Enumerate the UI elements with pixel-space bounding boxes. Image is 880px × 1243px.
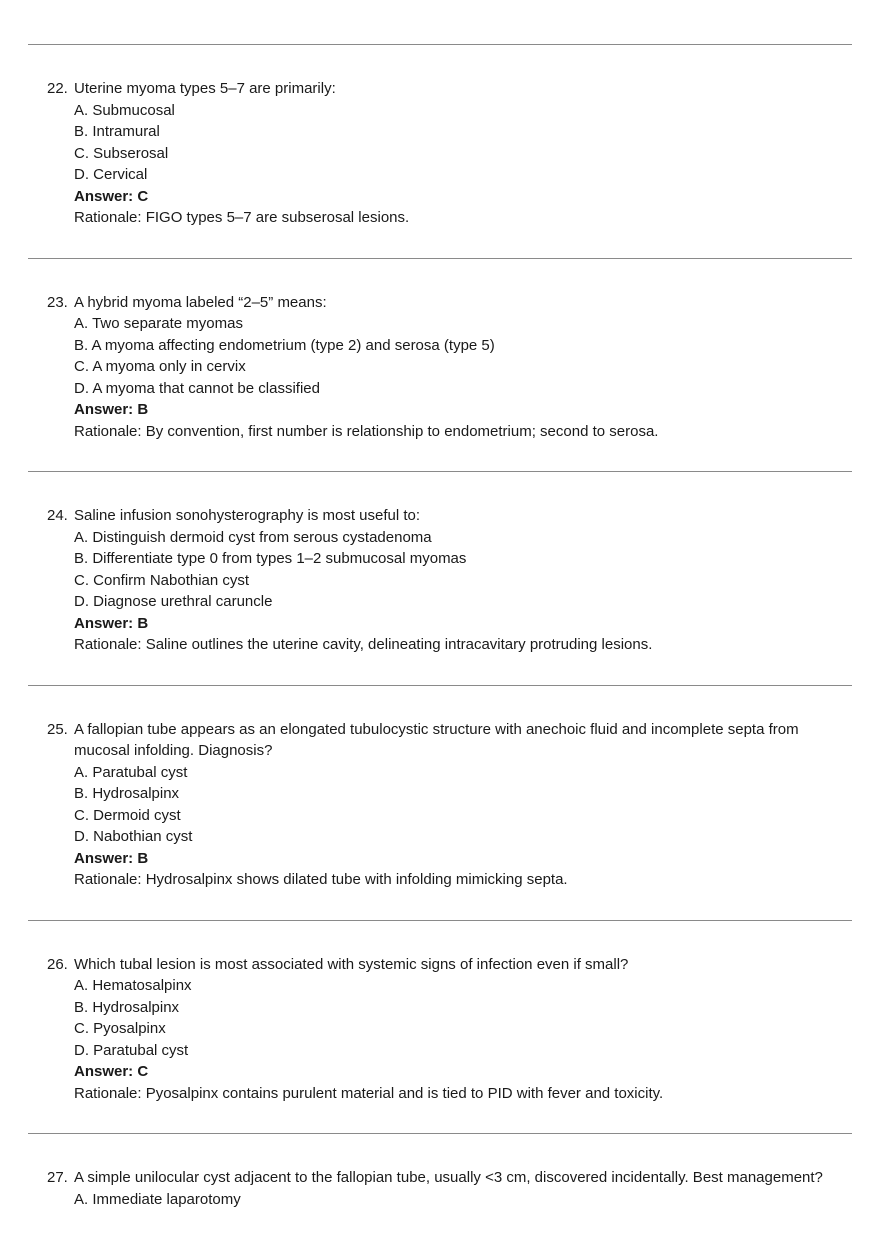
option-a: A. Distinguish dermoid cyst from serous cystadenoma	[74, 528, 432, 546]
option-b: B. A myoma affecting endometrium (type 2) and serosa (type 5)	[74, 336, 495, 354]
rationale-line: Rationale: Pyosalpinx contains purulent material and is tied to PID with fever and toxicity.	[74, 1084, 664, 1102]
option-c: C. Pyosalpinx	[74, 1020, 166, 1037]
question-number: 24.	[47, 507, 68, 524]
answer-line: Answer: C	[74, 1063, 149, 1080]
option-a: A. Two separate myomas	[74, 315, 243, 332]
option-c: C. Dermoid cyst	[74, 806, 181, 824]
rationale-line: Rationale: FIGO types 5–7 are subserosal lesions.	[74, 209, 410, 226]
question-text: Which tubal lesion is most associated with systemic signs of infection even if small?	[74, 955, 629, 973]
option-d: D. Paratubal cyst	[74, 1041, 189, 1059]
question-number: 26.	[47, 955, 68, 973]
question-text: A simple unilocular cyst adjacent to the fallopian tube, usually <3 cm, discovered incidentally. Best management?	[74, 1169, 823, 1186]
option-a: A. Submucosal	[74, 101, 175, 119]
option-b: B. Differentiate type 0 from types 1–2 submucosal myomas	[74, 550, 467, 567]
question-block-25	[0, 686, 880, 920]
option-b: B. Hydrosalpinx	[74, 998, 180, 1016]
option-a: A. Immediate laparotomy	[74, 1190, 241, 1208]
option-d: D. Cervical	[74, 166, 148, 183]
question-block-26	[0, 921, 880, 1134]
option-d: D. A myoma that cannot be classified	[74, 379, 320, 397]
question-block-24	[0, 472, 880, 685]
option-b: B. Hydrosalpinx	[74, 785, 180, 802]
rationale-line: Rationale: By convention, first number is relationship to endometrium; second to serosa.	[74, 422, 659, 440]
option-a: A. Hematosalpinx	[74, 977, 192, 994]
answer-line: Answer: B	[74, 401, 149, 418]
option-d: D. Nabothian cyst	[74, 828, 193, 845]
question-text: A fallopian tube appears as an elongated tubulocystic structure with anechoic fluid and incomplete septa from mucosal infolding. Diagnosis?	[74, 720, 799, 759]
question-number: 23.	[47, 293, 68, 311]
answer-line: Answer: B	[74, 849, 149, 867]
option-b: B. Intramural	[74, 123, 160, 140]
question-number: 25.	[47, 720, 68, 738]
option-c: C. A myoma only in cervix	[74, 358, 246, 375]
option-c: C. Confirm Nabothian cyst	[74, 571, 250, 589]
question-text: Uterine myoma types 5–7 are primarily:	[74, 80, 336, 97]
answer-line: Answer: C	[74, 187, 149, 205]
question-block-23	[0, 259, 880, 472]
answer-line: Answer: B	[74, 614, 149, 632]
option-d: D. Diagnose urethral caruncle	[74, 593, 273, 610]
option-c: C. Subserosal	[74, 144, 169, 162]
option-a: A. Paratubal cyst	[74, 763, 188, 781]
rationale-line: Rationale: Hydrosalpinx shows dilated tube with infolding mimicking septa.	[74, 871, 568, 888]
question-number: 27.	[47, 1169, 68, 1186]
question-text: Saline infusion sonohysterography is most useful to:	[74, 507, 421, 524]
question-text: A hybrid myoma labeled “2–5” means:	[74, 293, 327, 311]
question-number: 22.	[47, 80, 68, 97]
question-block-22	[0, 45, 880, 258]
question-block-27	[0, 1134, 880, 1239]
rationale-line: Rationale: Saline outlines the uterine cavity, delineating intracavitary protruding lesions.	[74, 636, 653, 653]
